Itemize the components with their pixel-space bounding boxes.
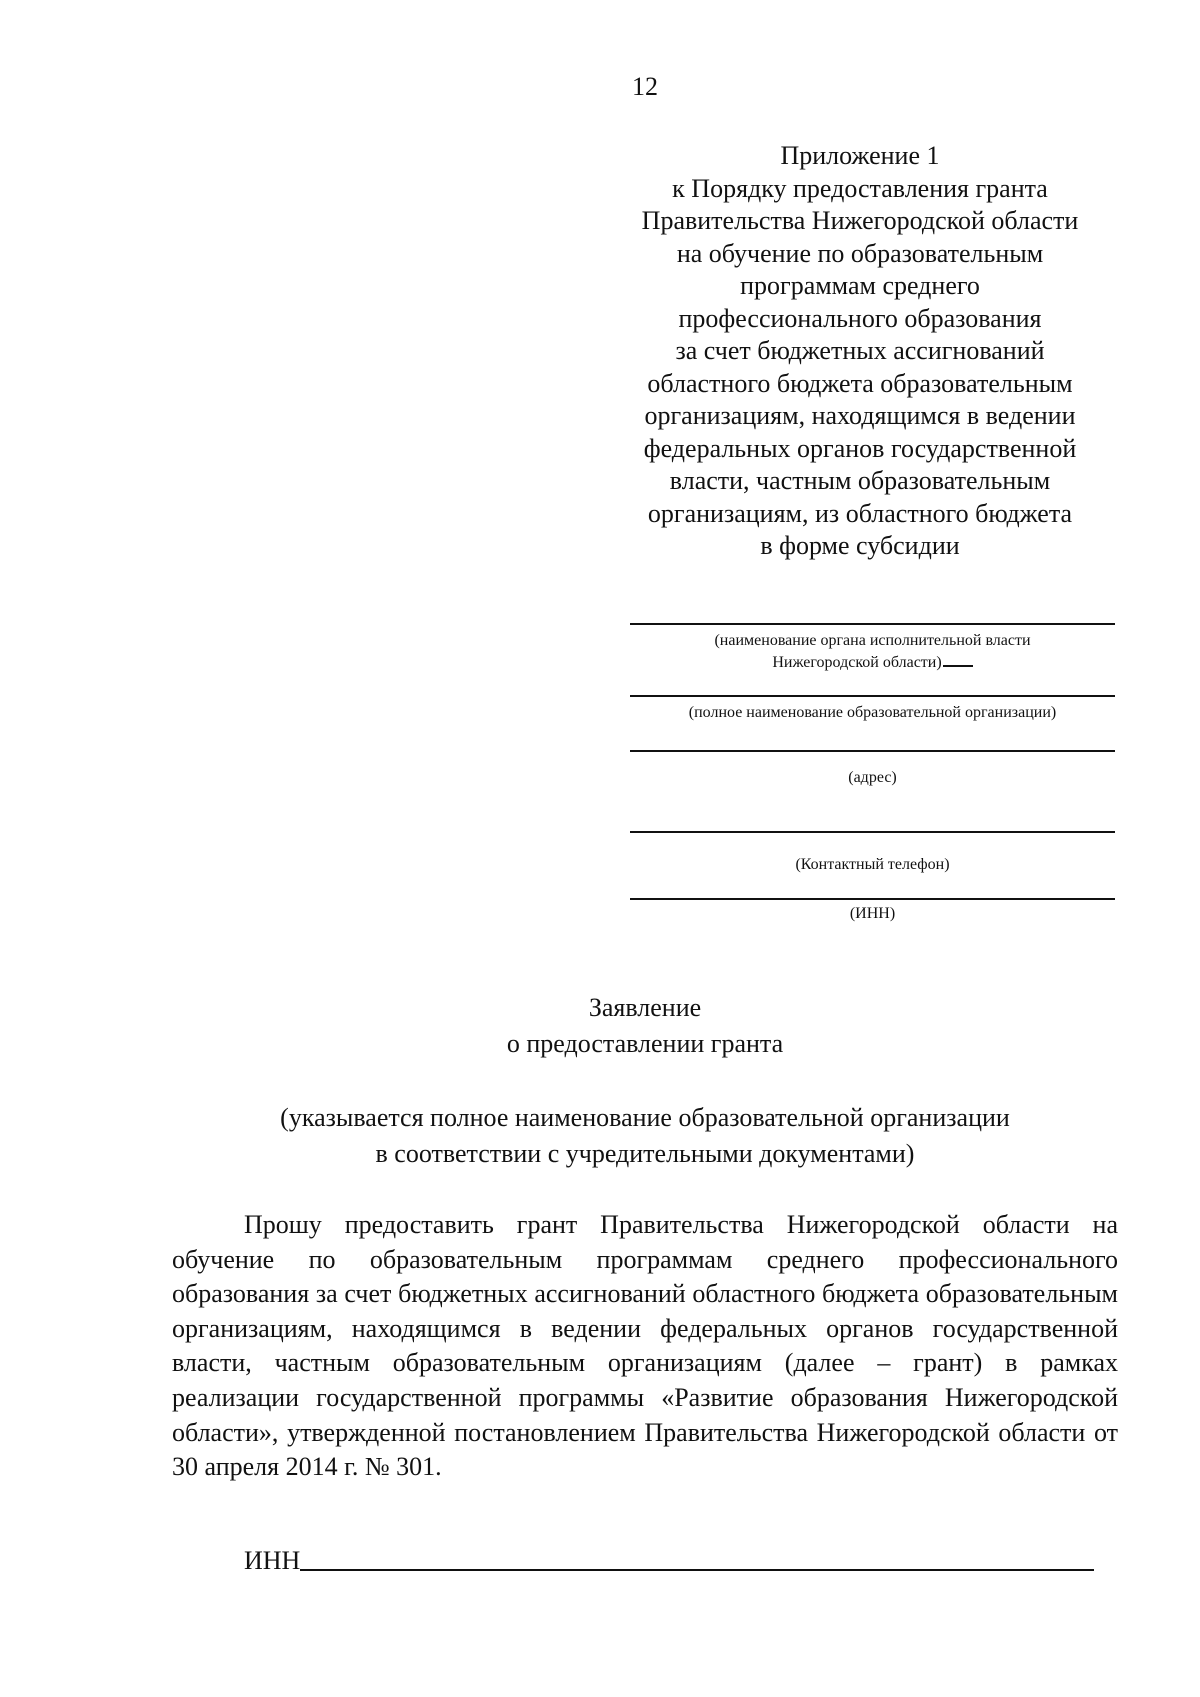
- appendix-line: за счет бюджетных ассигнований: [675, 336, 1045, 365]
- organization-name-note-line2: в соответствии с учредительными документами): [375, 1139, 915, 1168]
- appendix-line: к Порядку предоставления гранта: [672, 173, 1048, 203]
- phone-field-line[interactable]: [630, 831, 1115, 833]
- inn-header-field-line[interactable]: [630, 898, 1115, 900]
- authority-caption-line2: [630, 651, 1115, 673]
- inn-input-line[interactable]: [300, 1545, 1094, 1571]
- appendix-line: Приложение 1: [780, 141, 940, 170]
- page-number: 12: [632, 72, 658, 101]
- appendix-line: федеральных органов государственной: [643, 433, 1077, 463]
- appendix-header: [600, 140, 1120, 563]
- appendix-line: власти, частным образовательным: [669, 466, 1051, 495]
- appendix-line: в форме субсидии: [760, 531, 960, 560]
- request-paragraph: Прошу предоставить грант Правительства Нижегородской области на обучение по образовательным программам среднего профессионального образования за счет бюджетных ассигнований областного бюджета образовательным организациям, находящимся в ведении федеральных органов государственной власти, частным образовательным организациям (далее – грант) в рамках реализации государственной программы «Развитие образования Нижегородской области», утвержденной постановлением Правительства Нижегородской области от 30 апреля 2014 г. № 301.: [172, 1210, 1118, 1482]
- appendix-line: Правительства Нижегородской области: [641, 206, 1079, 235]
- document-title-line2: о предоставлении гранта: [506, 1029, 784, 1058]
- authority-caption-text: Нижегородской области): [772, 654, 942, 671]
- document-title-line1: Заявление: [588, 993, 702, 1022]
- document-title: [0, 990, 1200, 1062]
- authority-field-caption: [630, 631, 1115, 673]
- appendix-line: на обучение по образовательным: [676, 238, 1044, 268]
- appendix-line: программам среднего: [740, 271, 980, 300]
- appendix-line: профессионального образования: [678, 303, 1042, 333]
- inn-header-field[interactable]: [630, 898, 1115, 924]
- inn-header-field-caption: (ИНН): [849, 905, 896, 922]
- organization-field[interactable]: [630, 695, 1115, 723]
- organization-name-note: [0, 1100, 1200, 1172]
- inn-input-row[interactable]: [244, 1545, 1094, 1576]
- appendix-line: областного бюджета образовательным: [647, 368, 1073, 398]
- authority-field[interactable]: [630, 623, 1115, 673]
- organization-field-caption: (полное наименование образовательной организации): [688, 704, 1057, 721]
- authority-field-line[interactable]: [630, 623, 1115, 625]
- phone-field-caption: (Контактный телефон): [795, 856, 950, 873]
- address-field[interactable]: [630, 750, 1115, 788]
- phone-field[interactable]: [630, 831, 1115, 875]
- inn-label: ИНН: [244, 1546, 301, 1575]
- authority-caption-underline: [943, 651, 973, 667]
- organization-field-line[interactable]: [630, 695, 1115, 697]
- appendix-line: организациям, находящимся в ведении: [644, 401, 1076, 430]
- organization-name-note-line1: (указывается полное наименование образовательной организации: [280, 1103, 1010, 1132]
- address-field-line[interactable]: [630, 750, 1115, 752]
- appendix-line: организациям, из областного бюджета: [647, 498, 1073, 528]
- authority-caption-line1: (наименование органа исполнительной власти: [714, 632, 1031, 649]
- address-field-caption: (адрес): [848, 769, 897, 786]
